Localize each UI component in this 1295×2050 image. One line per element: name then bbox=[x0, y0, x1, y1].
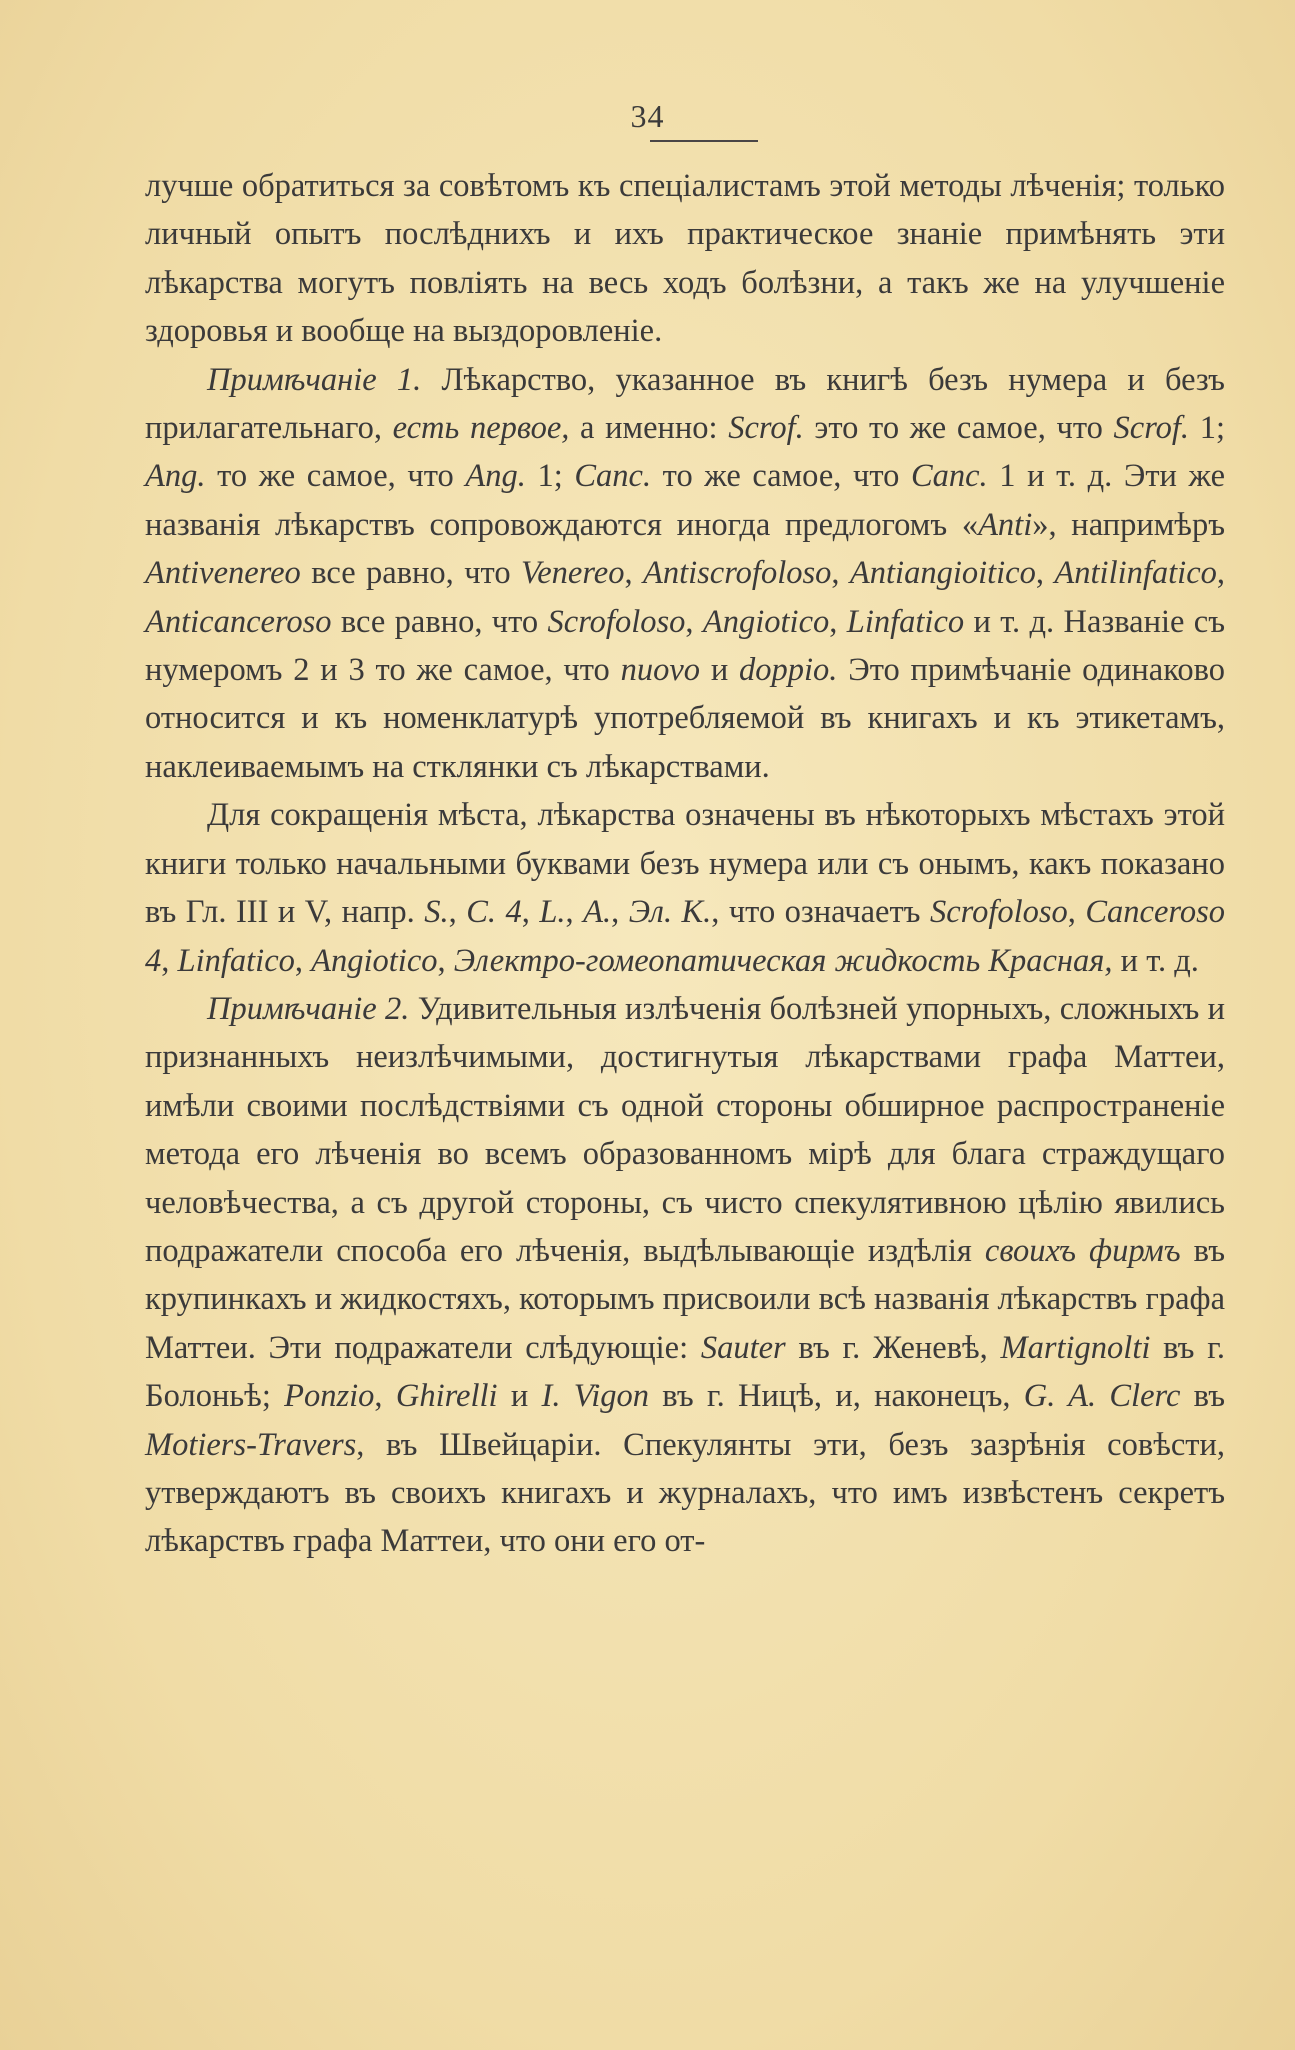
text-run: , bbox=[161, 942, 178, 979]
text-run: то же самое, что bbox=[205, 458, 466, 495]
paragraph bbox=[145, 985, 1225, 1566]
paragraph bbox=[145, 791, 1225, 985]
text-run: , bbox=[437, 942, 454, 979]
text-run: , bbox=[448, 894, 467, 931]
text-run: и т. д. bbox=[1112, 942, 1199, 979]
italic-term: I. Vigon bbox=[541, 1378, 650, 1415]
text-run: , bbox=[521, 894, 540, 931]
text-run: , bbox=[685, 603, 703, 640]
text-run: въ г. Женевѣ, bbox=[785, 1329, 1001, 1366]
italic-term: Ang. bbox=[145, 458, 206, 495]
paragraph bbox=[145, 356, 1225, 792]
italic-term: Ponzio bbox=[284, 1378, 375, 1415]
text-run: Это примѣчаніе одинаково относится и къ номенклатурѣ употребляемой въ книгахъ и къ этикетамъ, наклеиваемымъ на стклянки съ лѣкарствами. bbox=[145, 652, 1225, 785]
text-run: въ г. Болоньѣ; bbox=[145, 1329, 1225, 1415]
italic-term: Scrof. bbox=[728, 410, 804, 447]
text-run: , bbox=[1067, 894, 1086, 931]
text-run: все равно, что bbox=[331, 603, 548, 640]
italic-term: Canceroso 4 bbox=[145, 894, 1225, 979]
text-run: , bbox=[611, 894, 629, 931]
italic-term: Ang. bbox=[465, 458, 526, 495]
text-run: въ bbox=[1180, 1378, 1226, 1415]
italic-term: Antilinfatico bbox=[1054, 555, 1217, 592]
italic-term: Angiotico bbox=[702, 603, 830, 640]
italic-term: Ghirelli bbox=[395, 1378, 498, 1415]
italic-term: L. bbox=[539, 894, 566, 931]
italic-term: S. bbox=[424, 894, 449, 931]
italic-term: есть первое, bbox=[392, 410, 570, 447]
text-run: это то же самое, что bbox=[803, 410, 1114, 447]
italic-term: Scrofoloso bbox=[547, 603, 686, 640]
page-number: 34 bbox=[630, 98, 665, 134]
text-run: Для сокращенія мѣста, лѣкарства означены въ нѣкоторыхъ мѣстахъ этой книги только начальными буквами безъ нумера или съ онымъ, какъ показано въ Гл. III и V, напр. bbox=[145, 797, 1225, 931]
text-run: Лѣкарство, указанное въ книгѣ безъ нумера и безъ прилагательнаго, bbox=[145, 361, 1225, 447]
text-run: , bbox=[294, 942, 312, 979]
text-run: , bbox=[565, 894, 584, 931]
text-run: а именно: bbox=[569, 410, 729, 447]
text-run: , bbox=[1035, 555, 1055, 592]
italic-term: Antivenereo bbox=[145, 555, 301, 592]
italic-term: Электро-гомеопатическая жидкость Красная, bbox=[453, 942, 1113, 979]
italic-term: Angiotico bbox=[311, 942, 438, 979]
text-run: въ крупинкахъ и жидкостяхъ, которымъ присвоили всѣ названія лѣкарствъ графа Маттеи. Эти подражатели слѣдующіе: bbox=[145, 1232, 1226, 1366]
italic-term: Anti bbox=[978, 506, 1033, 543]
text-run: , bbox=[624, 555, 643, 592]
italic-term: Scrofoloso bbox=[929, 894, 1068, 931]
text-run: Удивительныя излѣченія болѣзней упорныхъ, сложныхъ и признанныхъ неизлѣчимыми, достигнутыя лѣкарствами графа Маттеи, имѣли своими послѣдствіями съ одной стороны обширное распространеніе метода его лѣченія во всемъ образованномъ мірѣ для блага страждущаго человѣчества, а съ другой стороны, съ чисто спекулятивною цѣлію явились подражатели способа его лѣченія, выдѣлывающіе издѣлія bbox=[145, 990, 1225, 1269]
text-run: и bbox=[700, 652, 740, 689]
italic-term: G. A. Clerc bbox=[1023, 1378, 1181, 1415]
text-run: въ г. Ницѣ, и, наконецъ, bbox=[649, 1378, 1024, 1415]
text-run: то же самое, что bbox=[651, 458, 911, 495]
italic-term: Canc. bbox=[910, 458, 988, 495]
italic-term: C. 4 bbox=[466, 894, 522, 931]
text-run: , bbox=[1216, 555, 1226, 592]
italic-term: Antiscrofoloso bbox=[642, 555, 832, 592]
italic-term: Linfatico bbox=[846, 603, 965, 640]
italic-term: Venereo bbox=[520, 555, 625, 592]
text-run: и bbox=[497, 1378, 542, 1415]
text-run: лучше обратиться за совѣтомъ къ спеціалистамъ этой методы лѣченія; только личный опытъ послѣднихъ и ихъ практическое знаніе примѣнять эти лѣкарства могутъ повліять на весь ходъ болѣзни, а такъ же на улучшеніе здоровья и вообще на выздоровленіе. bbox=[145, 168, 1225, 350]
text-run: 1 и т. д. Эти же названія лѣкарствъ сопровождаются иногда предлогомъ « bbox=[145, 458, 1225, 543]
text-run: , bbox=[374, 1378, 396, 1415]
text-run: 1; bbox=[1189, 410, 1225, 447]
text-run: и т. д. Названіе съ нумеромъ 2 и 3 то же самое, что bbox=[145, 603, 1226, 689]
body-text bbox=[145, 162, 1225, 1566]
page-number-rule bbox=[650, 140, 758, 142]
italic-term: Примѣчаніе 2. bbox=[207, 990, 410, 1027]
text-run: », напримѣръ bbox=[1032, 506, 1225, 543]
italic-term: Anticanceroso bbox=[145, 603, 332, 640]
italic-term: Примѣчаніе 1. bbox=[207, 361, 422, 398]
italic-term: Motiers-Travers bbox=[145, 1426, 357, 1463]
paragraph bbox=[145, 162, 1225, 356]
italic-term: Antiangioitico bbox=[849, 555, 1036, 592]
italic-term: Scrof. bbox=[1113, 410, 1190, 447]
italic-term: doppio. bbox=[739, 652, 838, 689]
text-run: , въ Швейцаріи. Спекулянты эти, безъ зазрѣнія совѣсти, утверждаютъ въ своихъ книгахъ и журналахъ, что имъ извѣстенъ секретъ лѣкарствъ графа Маттеи, что они его от- bbox=[145, 1426, 1225, 1560]
italic-term: Martignolti bbox=[1000, 1329, 1151, 1366]
italic-term: Sauter bbox=[700, 1329, 786, 1366]
italic-term: своихъ фирмъ bbox=[984, 1232, 1181, 1269]
italic-term: nuovo bbox=[620, 652, 701, 689]
text-run: , bbox=[831, 555, 850, 592]
text-run: 1; bbox=[525, 458, 575, 495]
italic-term: A. bbox=[583, 894, 612, 931]
italic-term: Linfatico bbox=[177, 942, 295, 979]
text-run: , bbox=[829, 603, 847, 640]
italic-term: Эл. К. bbox=[628, 894, 712, 931]
text-run: , что означаетъ bbox=[711, 894, 930, 931]
italic-term: Canc. bbox=[574, 458, 652, 495]
text-run: все равно, что bbox=[300, 555, 521, 592]
